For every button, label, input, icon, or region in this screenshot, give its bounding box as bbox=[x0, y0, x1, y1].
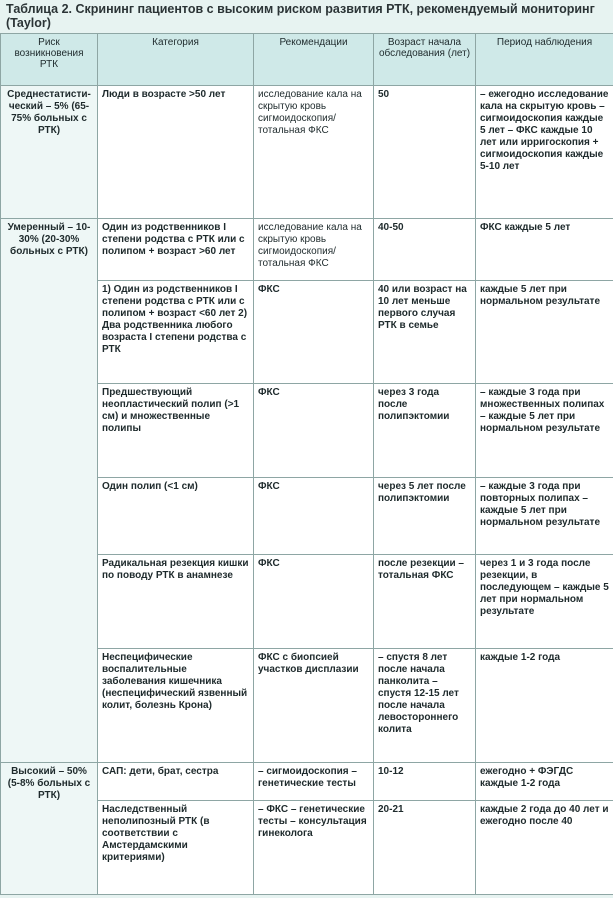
recommendation-cell: ФКС bbox=[254, 555, 374, 649]
age-cell: – спустя 8 лет после начала панколита – спустя 12-15 лет после начала левостороннего колита bbox=[374, 649, 476, 763]
age-cell: через 5 лет после полипэктомии bbox=[374, 478, 476, 555]
risk-level-cell: Среднестатисти-ческий – 5% (65-75% больных с РТК) bbox=[1, 86, 98, 219]
period-cell: каждые 1-2 года bbox=[476, 649, 613, 763]
age-cell: 40 или возраст на 10 лет меньше первого случая РТК в семье bbox=[374, 281, 476, 384]
category-cell: Люди в возрасте >50 лет bbox=[98, 86, 254, 219]
recommendation-cell: ФКС bbox=[254, 384, 374, 478]
table-row bbox=[1, 86, 613, 219]
period-cell: каждые 2 года до 40 лет и ежегодно после 40 bbox=[476, 801, 613, 895]
header-period: Период наблюдения bbox=[476, 34, 613, 86]
category-cell: Наследственный неполипозный РТК (в соответствии с Амстердамскими критериями) bbox=[98, 801, 254, 895]
period-cell: ежегодно + ФЭГДС каждые 1-2 года bbox=[476, 763, 613, 801]
header-risk: Риск возникновения РТК bbox=[1, 34, 98, 86]
category-cell: Предшествующий неопластический полип (>1 см) и множественные полипы bbox=[98, 384, 254, 478]
table-row bbox=[1, 219, 613, 281]
category-cell: САП: дети, брат, сестра bbox=[98, 763, 254, 801]
age-cell: 50 bbox=[374, 86, 476, 219]
period-cell: – каждые 3 года при повторных полипах – каждые 5 лет при нормальном результате bbox=[476, 478, 613, 555]
table-title: Таблица 2. Скрининг пациентов с высоким риском развития РТК, рекомендуемый мониторинг (Taylor) bbox=[6, 2, 595, 30]
recommendation-cell: – сигмоидоскопия – генетические тесты bbox=[254, 763, 374, 801]
age-cell: через 3 года после полипэктомии bbox=[374, 384, 476, 478]
risk-level-cell: Высокий – 50% (5-8% больных с РТК) bbox=[1, 763, 98, 895]
period-cell: каждые 5 лет при нормальном результате bbox=[476, 281, 613, 384]
screening-table bbox=[0, 33, 613, 895]
age-cell: 10-12 bbox=[374, 763, 476, 801]
category-cell: 1) Один из родственников I степени родства с РТК или с полипом + возраст <60 лет 2) Два родственника любого возраста I степени родства с РТК bbox=[98, 281, 254, 384]
header-category: Категория bbox=[98, 34, 254, 86]
period-cell: ФКС каждые 5 лет bbox=[476, 219, 613, 281]
age-cell: 40-50 bbox=[374, 219, 476, 281]
header-recommendations: Рекомендации bbox=[254, 34, 374, 86]
table-row bbox=[1, 763, 613, 801]
recommendation-cell: ФКС bbox=[254, 478, 374, 555]
category-cell: Один из родственников I степени родства с РТК или с полипом + возраст >60 лет bbox=[98, 219, 254, 281]
category-cell: Радикальная резекция кишки по поводу РТК в анамнезе bbox=[98, 555, 254, 649]
period-cell: через 1 и 3 года после резекции, в последующем – каждые 5 лет при нормальном результате bbox=[476, 555, 613, 649]
category-cell: Один полип (<1 см) bbox=[98, 478, 254, 555]
risk-level-cell: Умеренный – 10-30% (20-30% больных с РТК) bbox=[1, 219, 98, 763]
period-cell: – ежегодно исследование кала на скрытую кровь – сигмоидоскопия каждые 5 лет – ФКС каждые 10 лет или ирригоскопия + сигмоидоскопия каждые 5-10 лет bbox=[476, 86, 613, 219]
recommendation-cell: ФКС с биопсией участков дисплазии bbox=[254, 649, 374, 763]
recommendation-cell: исследование кала на скрытую кровь сигмоидоскопия/ тотальная ФКС bbox=[254, 219, 374, 281]
header-row bbox=[1, 34, 613, 86]
recommendation-cell: – ФКС – генетические тесты – консультация гинеколога bbox=[254, 801, 374, 895]
category-cell: Неспецифические воспалительные заболевания кишечника (неспецифический язвенный колит, болезнь Крона) bbox=[98, 649, 254, 763]
age-cell: 20-21 bbox=[374, 801, 476, 895]
recommendation-cell: исследование кала на скрытую кровь сигмоидоскопия/ тотальная ФКС bbox=[254, 86, 374, 219]
header-age: Возраст начала обследования (лет) bbox=[374, 34, 476, 86]
age-cell: после резекции – тотальная ФКС bbox=[374, 555, 476, 649]
period-cell: – каждые 3 года при множественных полипах – каждые 5 лет при нормальном результате bbox=[476, 384, 613, 478]
recommendation-cell: ФКС bbox=[254, 281, 374, 384]
